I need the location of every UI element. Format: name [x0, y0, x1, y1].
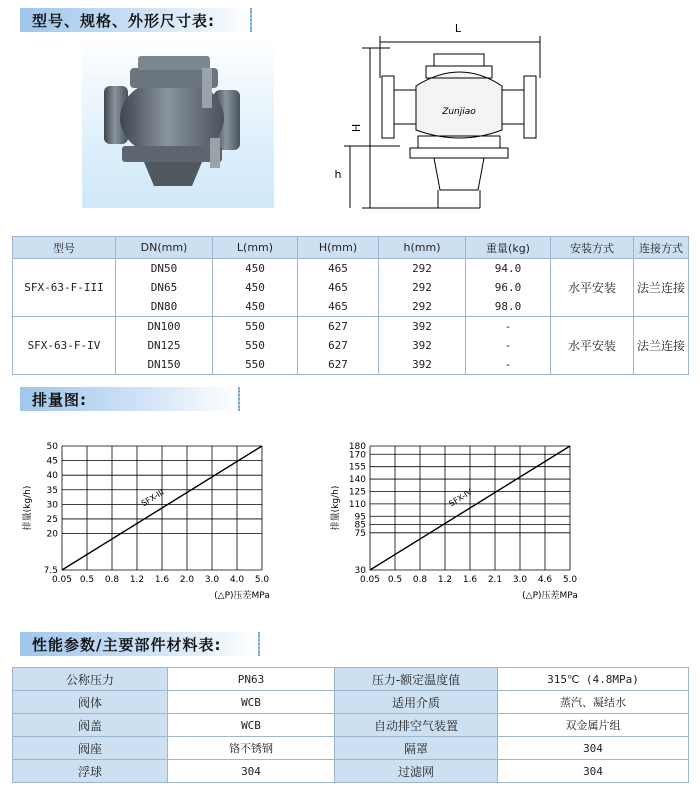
y-tick-label: 140: [348, 475, 366, 486]
l-cell: 450: [213, 297, 298, 317]
x-axis-label: (△P)压差MPa: [214, 591, 270, 601]
spec-header-cell: h(mm): [379, 237, 466, 259]
install-cell: 水平安装: [551, 317, 634, 375]
H-cell: 465: [298, 297, 379, 317]
param-value-cell: WCB: [168, 714, 335, 737]
dn-cell: DN65: [116, 278, 213, 297]
l-cell: 550: [213, 336, 298, 355]
y-tick-label: 40: [46, 471, 58, 482]
y-tick-label: 7.5: [43, 566, 58, 576]
x-tick-label: 5.0: [562, 575, 578, 585]
H-cell: 627: [298, 355, 379, 375]
dimension-drawing: [330, 18, 690, 218]
x-tick-label: 0.5: [79, 575, 95, 585]
param-label-cell: 浮球: [13, 760, 168, 783]
x-tick-label: 2.0: [179, 575, 195, 585]
weight-cell: -: [466, 355, 551, 375]
table-row: [13, 737, 689, 760]
y-tick-label: 155: [348, 462, 366, 473]
install-cell: 水平安装: [551, 259, 634, 317]
param-label-cell: 自动排空气装置: [335, 714, 498, 737]
h-cell: 292: [379, 297, 466, 317]
section-title-material: [20, 632, 260, 656]
series-label: SFX-IV: [447, 487, 474, 509]
h-cell: 392: [379, 317, 466, 337]
x-tick-label: 0.8: [412, 575, 428, 585]
dn-cell: DN100: [116, 317, 213, 337]
label-L: L: [454, 22, 462, 35]
h-cell: 292: [379, 259, 466, 279]
y-tick-label: 75: [354, 528, 366, 539]
spec-header-cell: 安装方式: [551, 237, 634, 259]
y-tick-label: 30: [354, 566, 366, 576]
param-value-cell: 304: [498, 737, 689, 760]
table-row: [13, 259, 689, 279]
H-cell: 465: [298, 278, 379, 297]
y-tick-label: 50: [46, 442, 58, 452]
x-tick-label: 4.0: [229, 575, 245, 585]
param-label-cell: 阀体: [13, 691, 168, 714]
param-value-cell: 304: [168, 760, 335, 783]
param-label-cell: 隔罩: [335, 737, 498, 760]
H-cell: 627: [298, 317, 379, 337]
label-H: H: [350, 123, 363, 133]
param-label-cell: 阀盖: [13, 714, 168, 737]
section-title-flow: [20, 387, 240, 411]
section-title-text: 排量图:: [32, 391, 87, 409]
y-tick-label: 180: [348, 442, 366, 452]
connect-cell: 法兰连接: [634, 317, 689, 375]
y-tick-label: 85: [354, 520, 366, 531]
l-cell: 550: [213, 317, 298, 337]
x-axis-label: (△P)压差MPa: [522, 591, 578, 601]
x-tick-label: 3.0: [512, 575, 528, 585]
y-tick-label: 170: [348, 450, 366, 461]
valve-photo-illustration: [82, 38, 274, 208]
dn-cell: DN50: [116, 259, 213, 279]
H-cell: 465: [298, 259, 379, 279]
y-tick-label: 125: [348, 487, 366, 498]
weight-cell: 96.0: [466, 278, 551, 297]
model-cell: SFX-63-F-III: [13, 259, 116, 317]
product-photo: [82, 38, 274, 208]
flow-chart-sfx-iii: [10, 436, 310, 606]
param-label-cell: 阀座: [13, 737, 168, 760]
model-cell: SFX-63-F-IV: [13, 317, 116, 375]
x-tick-label: 0.05: [51, 575, 73, 585]
param-value-cell: WCB: [168, 691, 335, 714]
y-tick-label: 20: [46, 529, 58, 540]
x-tick-label: 3.0: [204, 575, 220, 585]
weight-cell: 94.0: [466, 259, 551, 279]
section-title-text: 性能参数/主要部件材料表:: [32, 636, 222, 654]
table-row: [13, 760, 689, 783]
param-value-cell: 蒸汽、凝结水: [498, 691, 689, 714]
y-axis-label: 排量(kg/h): [331, 485, 341, 531]
section-title-text: 型号、规格、外形尺寸表:: [32, 12, 215, 30]
y-tick-label: 35: [46, 485, 58, 496]
x-tick-label: 1.6: [462, 575, 478, 585]
x-tick-label: 1.6: [154, 575, 170, 585]
y-tick-label: 30: [46, 500, 58, 511]
dn-cell: DN125: [116, 336, 213, 355]
x-tick-label: 1.2: [129, 575, 145, 585]
param-label-cell: 适用介质: [335, 691, 498, 714]
y-axis-label: 排量(kg/h): [23, 485, 33, 531]
connect-cell: 法兰连接: [634, 259, 689, 317]
x-tick-label: 0.8: [104, 575, 120, 585]
weight-cell: -: [466, 336, 551, 355]
table-row: [13, 668, 689, 691]
x-tick-label: 2.1: [487, 575, 503, 585]
H-cell: 627: [298, 336, 379, 355]
y-tick-label: 95: [354, 512, 366, 523]
y-tick-label: 25: [46, 514, 58, 525]
dn-cell: DN150: [116, 355, 213, 375]
weight-cell: 98.0: [466, 297, 551, 317]
param-label-cell: 公称压力: [13, 668, 168, 691]
table-row: [13, 714, 689, 737]
param-label-cell: 过滤网: [335, 760, 498, 783]
section-title-model: [20, 8, 252, 32]
weight-cell: -: [466, 317, 551, 337]
material-table: [12, 667, 689, 783]
x-tick-label: 5.0: [254, 575, 270, 585]
brand-logo-text: Zunjiao: [442, 107, 476, 117]
param-value-cell: 304: [498, 760, 689, 783]
spec-header-row: [13, 237, 689, 259]
param-value-cell: 315℃ (4.8MPa): [498, 668, 689, 691]
flow-chart-sfx-iv: [318, 436, 618, 606]
y-tick-label: 45: [46, 456, 58, 467]
x-tick-label: 0.05: [359, 575, 381, 585]
param-label-cell: 压力-额定温度值: [335, 668, 498, 691]
x-tick-label: 1.2: [437, 575, 453, 585]
param-value-cell: 铬不锈钢: [168, 737, 335, 760]
spec-table: [12, 236, 689, 375]
spec-header-cell: 型号: [13, 237, 116, 259]
table-row: [13, 317, 689, 337]
spec-header-cell: H(mm): [298, 237, 379, 259]
spec-header-cell: 连接方式: [634, 237, 689, 259]
h-cell: 392: [379, 336, 466, 355]
spec-header-cell: DN(mm): [116, 237, 213, 259]
param-value-cell: PN63: [168, 668, 335, 691]
x-tick-label: 4.6: [537, 575, 553, 585]
y-tick-label: 110: [348, 499, 366, 510]
l-cell: 450: [213, 278, 298, 297]
l-cell: 450: [213, 259, 298, 279]
dn-cell: DN80: [116, 297, 213, 317]
h-cell: 392: [379, 355, 466, 375]
series-label: SFX-III: [139, 487, 166, 509]
label-h: h: [334, 168, 342, 181]
table-row: [13, 691, 689, 714]
x-tick-label: 0.5: [387, 575, 403, 585]
h-cell: 292: [379, 278, 466, 297]
param-value-cell: 双金属片组: [498, 714, 689, 737]
spec-header-cell: 重量(kg): [466, 237, 551, 259]
l-cell: 550: [213, 355, 298, 375]
spec-header-cell: L(mm): [213, 237, 298, 259]
